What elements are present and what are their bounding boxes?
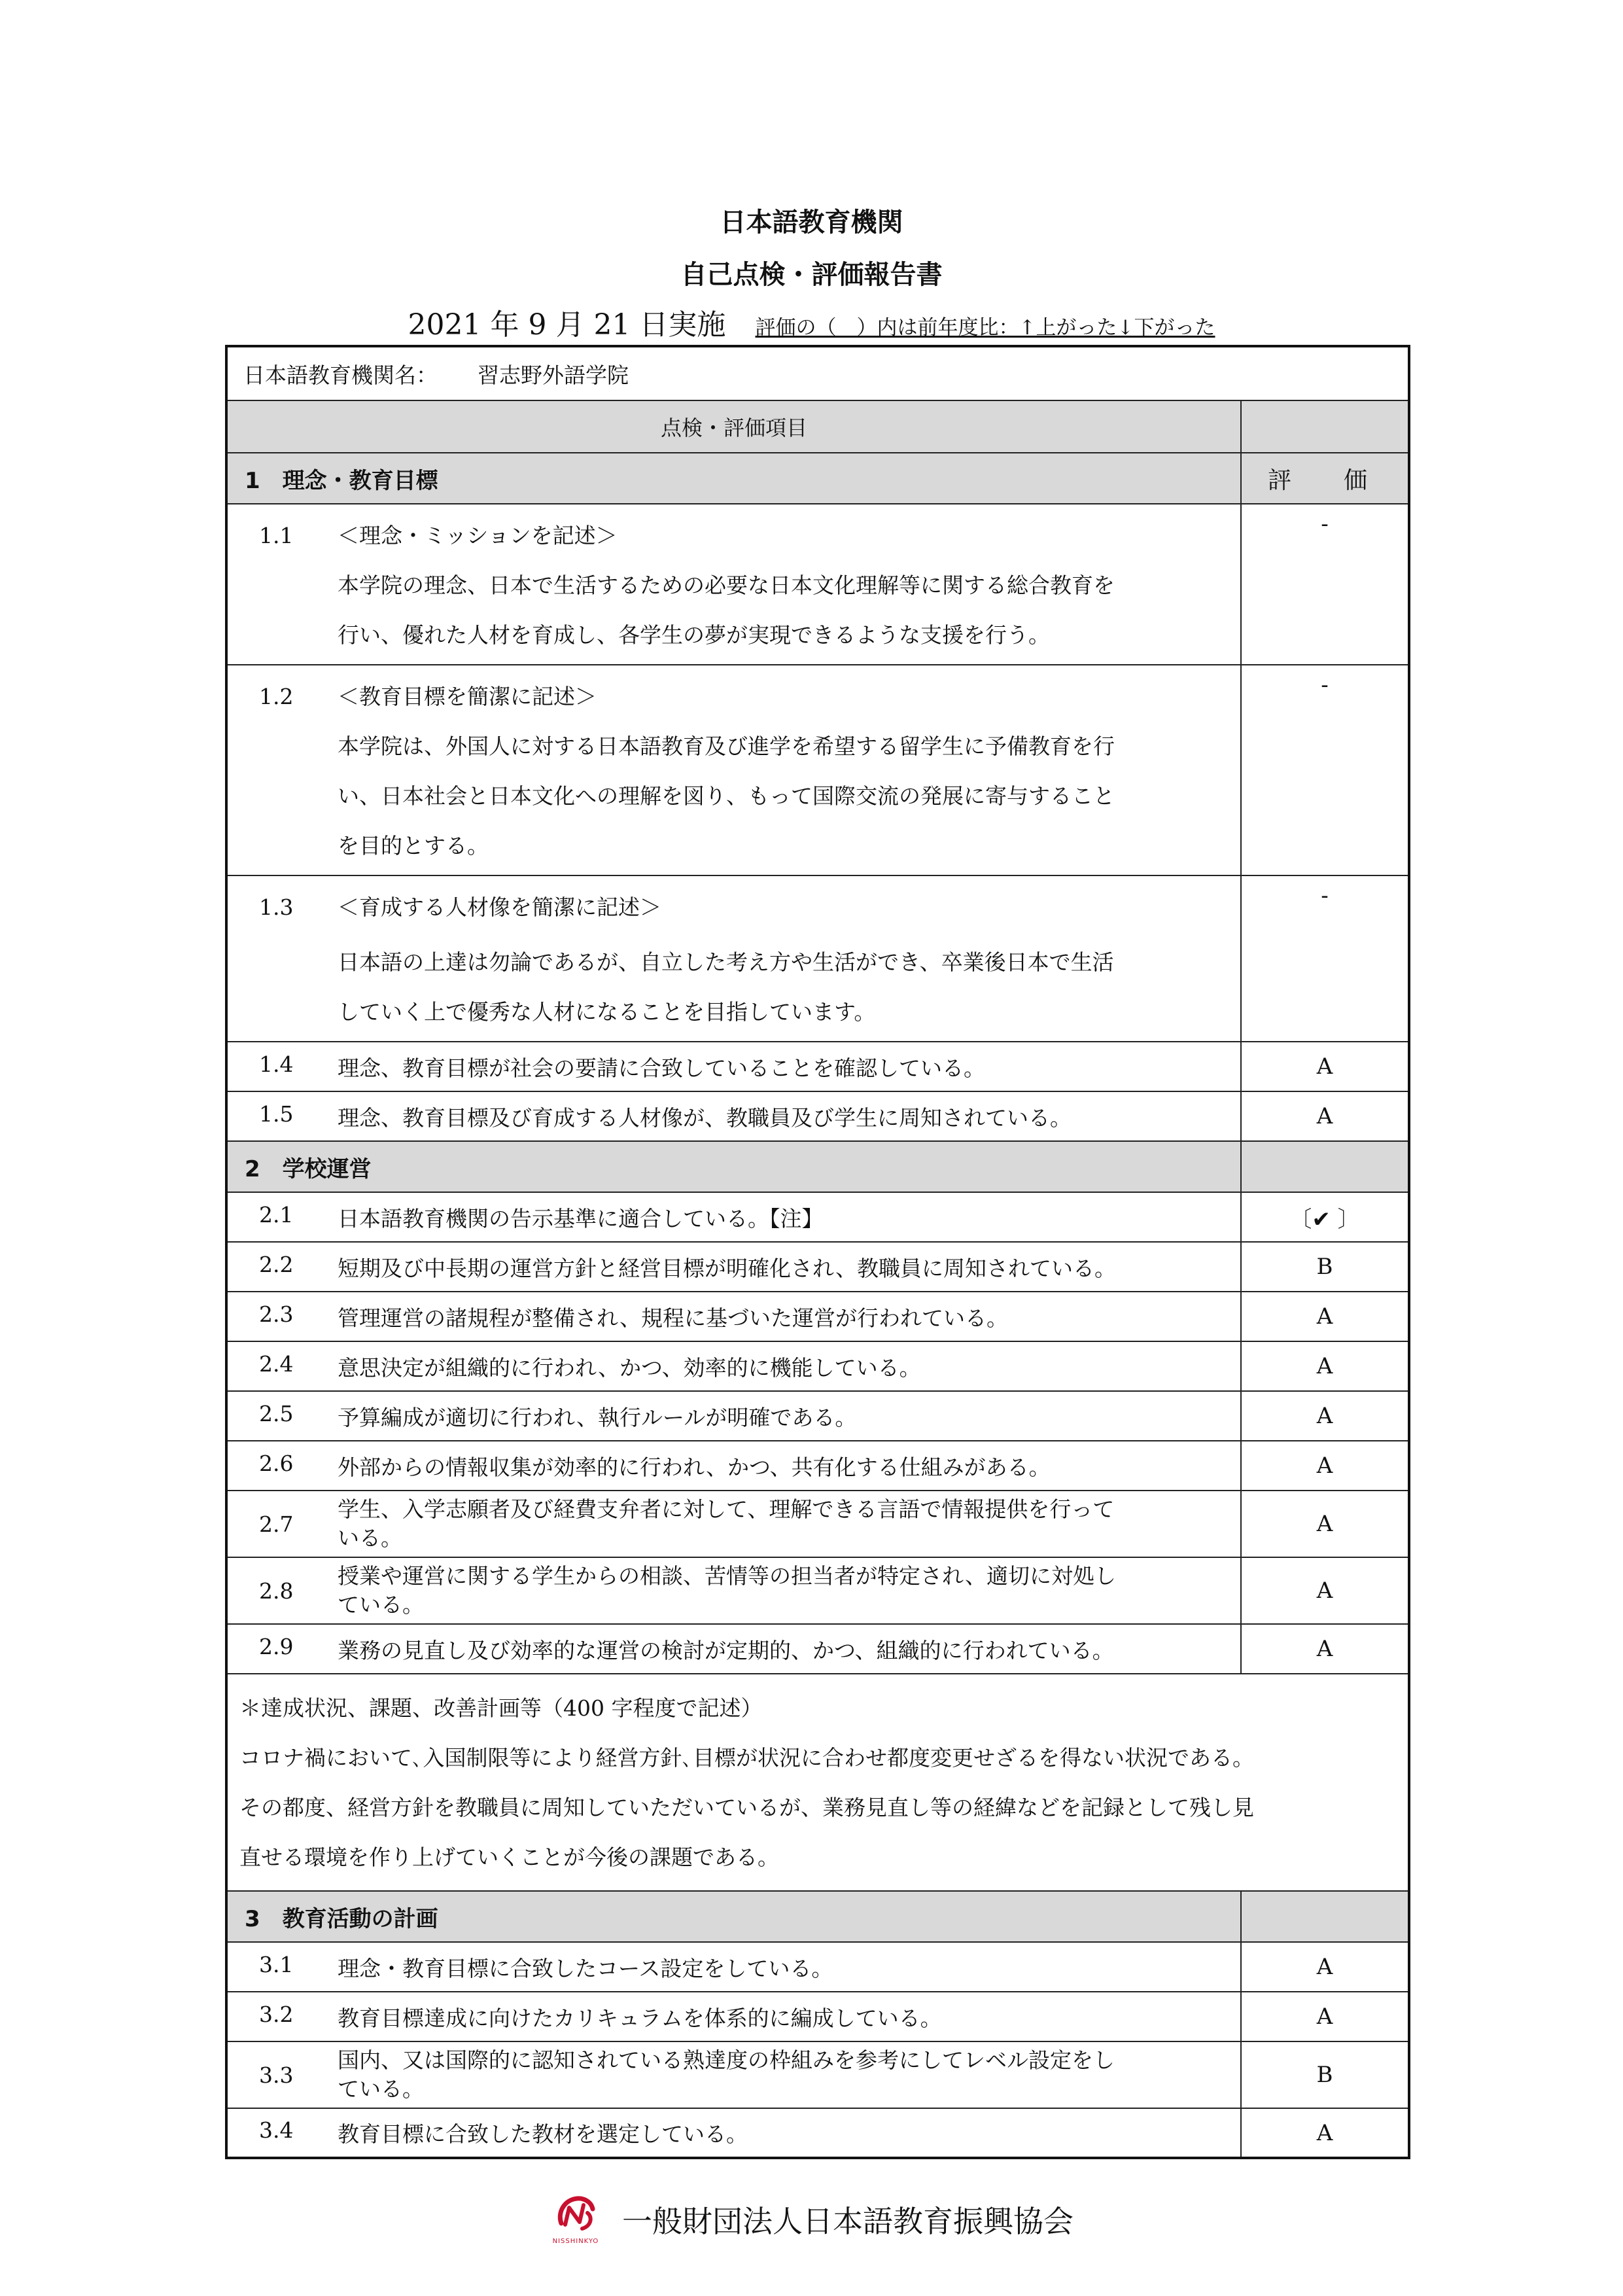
block-line: 行い、優れた人材を育成し、各学生の夢が実現できるような支援を行う。 xyxy=(338,622,1050,648)
eval-value: A xyxy=(1241,1557,1409,1624)
institution-row xyxy=(226,346,1409,400)
evaluation-table xyxy=(225,345,1410,2159)
item-number: 1.2 xyxy=(259,684,294,709)
item-number: 3.3 xyxy=(259,2062,294,2088)
item-text: 理念、教育目標が社会の要請に合致していることを確認している。 xyxy=(338,1055,985,1081)
item-number: 2.9 xyxy=(259,1633,294,1659)
item-number: 3.4 xyxy=(259,2117,294,2143)
section-title: 1 理念・教育目標 xyxy=(226,453,1241,504)
item-text: 業務の見直し及び効率的な運営の検討が定期的、かつ、組織的に行われている。 xyxy=(338,1637,1114,1663)
item-text-line2: ている。 xyxy=(338,1592,424,1617)
note-line: コロナ禍において､入国制限等により経営方針､目標が状況に合わせ都度変更せざるを得ない状況である。 xyxy=(239,1745,1254,1771)
block-heading: ＜教育目標を簡潔に記述＞ xyxy=(338,684,597,709)
item-number: 2.4 xyxy=(259,1351,294,1377)
item-text: 予算編成が適切に行われ、執行ルールが明確である。 xyxy=(338,1404,857,1430)
block-row xyxy=(226,875,1409,1042)
item-number: 2.6 xyxy=(259,1450,294,1476)
table-row xyxy=(226,1192,1409,1242)
item-text: 理念、教育目標及び育成する人材像が、教職員及び学生に周知されている。 xyxy=(338,1104,1072,1131)
item-text: 意思決定が組織的に行われ、かつ、効率的に機能している。 xyxy=(338,1354,921,1381)
block-line: い、日本社会と日本文化への理解を図り、もって国際交流の発展に寄与すること xyxy=(338,783,1115,809)
logo-caption: NISSHINKYO xyxy=(552,2238,599,2245)
block-line: を目的とする。 xyxy=(338,833,489,858)
comparison-note: 評価の（ ）内は前年度比：↑上がった↓下がった xyxy=(755,316,1215,340)
item-number: 1.4 xyxy=(259,1051,294,1077)
item-text: 日本語教育機関の告示基準に適合している。【注】 xyxy=(338,1205,824,1231)
eval-value: - xyxy=(1241,504,1409,665)
item-text-line1: 国内、又は国際的に認知されている熟達度の枠組みを参考にしてレベル設定をし xyxy=(338,2047,1115,2073)
section-row xyxy=(226,453,1409,504)
item-number: 3.2 xyxy=(259,2001,294,2027)
item-text-line1: 学生、入学志願者及び経費支弁者に対して、理解できる言語で情報提供を行って xyxy=(338,1496,1115,1522)
item-text-line1: 授業や運営に関する学生からの相談、苦情等の担当者が特定され、適切に対処し xyxy=(338,1563,1116,1589)
section-row xyxy=(226,1891,1409,1942)
table-row xyxy=(226,2041,1409,2108)
note-line: 直せる環境を作り上げていくことが今後の課題である。 xyxy=(239,1845,779,1870)
eval-value: A xyxy=(1241,2108,1409,2158)
block-heading: ＜育成する人材像を簡潔に記述＞ xyxy=(338,894,661,920)
table-row xyxy=(226,1042,1409,1091)
table-row xyxy=(226,1091,1409,1141)
implementation-date: 2021 年 9 月 21 日実施 xyxy=(408,308,726,342)
eval-header-empty xyxy=(1241,400,1409,453)
eval-value: A xyxy=(1241,1441,1409,1491)
eval-value: A xyxy=(1241,1391,1409,1441)
item-number: 2.5 xyxy=(259,1400,294,1426)
table-row xyxy=(226,1491,1409,1557)
section-title: 2 学校運営 xyxy=(226,1141,1241,1192)
eval-value: A xyxy=(1241,1491,1409,1557)
block-line: 本学院は、外国人に対する日本語教育及び進学を希望する留学生に予備教育を行 xyxy=(338,733,1115,759)
nisshinkyo-logo-icon xyxy=(550,2193,602,2235)
table-row xyxy=(226,1391,1409,1441)
item-number: 3.1 xyxy=(259,1951,294,1977)
section-row xyxy=(226,1141,1409,1192)
eval-value: 〔✔ 〕 xyxy=(1241,1192,1409,1242)
item-text: 教育目標達成に向けたカリキュラムを体系的に編成している。 xyxy=(338,2005,942,2031)
item-text: 短期及び中長期の運営方針と経営目標が明確化され、教職員に周知されている。 xyxy=(338,1255,1116,1281)
item-text: 教育目標に合致した教材を選定している。 xyxy=(338,2121,748,2147)
block-line: 本学院の理念、日本で生活するための必要な日本文化理解等に関する総合教育を xyxy=(338,573,1115,598)
table-row xyxy=(226,1624,1409,1674)
table-row xyxy=(226,2108,1409,2158)
item-number: 2.7 xyxy=(259,1511,294,1537)
eval-value: A xyxy=(1241,1992,1409,2041)
table-row xyxy=(226,1992,1409,2041)
table-row xyxy=(226,1942,1409,1992)
section-title: 3 教育活動の計画 xyxy=(226,1891,1241,1942)
eval-value: A xyxy=(1241,1042,1409,1091)
item-number: 2.3 xyxy=(259,1301,294,1327)
block-line: 日本語の上達は勿論であるが、自立した考え方や生活ができ、卒業後日本で生活 xyxy=(338,949,1114,975)
eval-value: B xyxy=(1241,1242,1409,1292)
institution-label: 日本語教育機関名： xyxy=(243,362,438,388)
eval-column-header: 評 価 xyxy=(1241,453,1409,504)
note-heading: ＊達成状況、課題、改善計画等（400 字程度で記述） xyxy=(239,1695,763,1721)
nisshinkyo-logo xyxy=(550,2193,602,2245)
note-row xyxy=(226,1674,1409,1891)
eval-value: B xyxy=(1241,2041,1409,2108)
eval-value: - xyxy=(1241,665,1409,875)
footer xyxy=(0,2193,1623,2245)
eval-value: - xyxy=(1241,875,1409,1042)
table-row xyxy=(226,1441,1409,1491)
document-subtitle: 自己点検・評価報告書 xyxy=(680,260,943,290)
block-row xyxy=(226,504,1409,665)
table-header-row xyxy=(226,400,1409,453)
organization-name: 一般財団法人日本語教育振興協会 xyxy=(622,2203,1074,2239)
block-row xyxy=(226,665,1409,875)
date-line xyxy=(0,301,1623,343)
item-text: 理念・教育目標に合致したコース設定をしている。 xyxy=(338,1955,833,1981)
table-row xyxy=(226,1242,1409,1292)
eval-value: A xyxy=(1241,1942,1409,1992)
item-number: 1.5 xyxy=(259,1101,294,1127)
item-text: 外部からの情報収集が効率的に行われ、かつ、共有化する仕組みがある。 xyxy=(338,1454,1051,1480)
institution-name: 習志野外語学院 xyxy=(478,362,629,388)
item-number: 1.1 xyxy=(259,523,294,548)
table-row xyxy=(226,1557,1409,1624)
item-number: 1.3 xyxy=(259,894,294,920)
item-number: 2.2 xyxy=(259,1251,294,1277)
eval-value: A xyxy=(1241,1091,1409,1141)
table-row xyxy=(226,1341,1409,1391)
items-header: 点検・評価項目 xyxy=(226,400,1241,453)
item-number: 2.8 xyxy=(259,1578,294,1604)
eval-value: A xyxy=(1241,1341,1409,1391)
item-text-line2: ている。 xyxy=(338,2076,424,2102)
table-row xyxy=(226,1292,1409,1341)
block-heading: ＜理念・ミッションを記述＞ xyxy=(338,523,618,548)
item-text-line2: いる。 xyxy=(338,1525,402,1551)
document-title: 日本語教育機関 xyxy=(720,207,903,238)
block-line: していく上で優秀な人材になることを目指しています。 xyxy=(338,999,876,1025)
eval-value: A xyxy=(1241,1624,1409,1674)
eval-value: A xyxy=(1241,1292,1409,1341)
item-number: 2.1 xyxy=(259,1201,294,1227)
item-text: 管理運営の諸規程が整備され、規程に基づいた運営が行われている。 xyxy=(338,1305,1008,1331)
note-line: その都度、経営方針を教職員に周知していただいているが、業務見直し等の経緯などを記録として残し見 xyxy=(239,1795,1254,1820)
